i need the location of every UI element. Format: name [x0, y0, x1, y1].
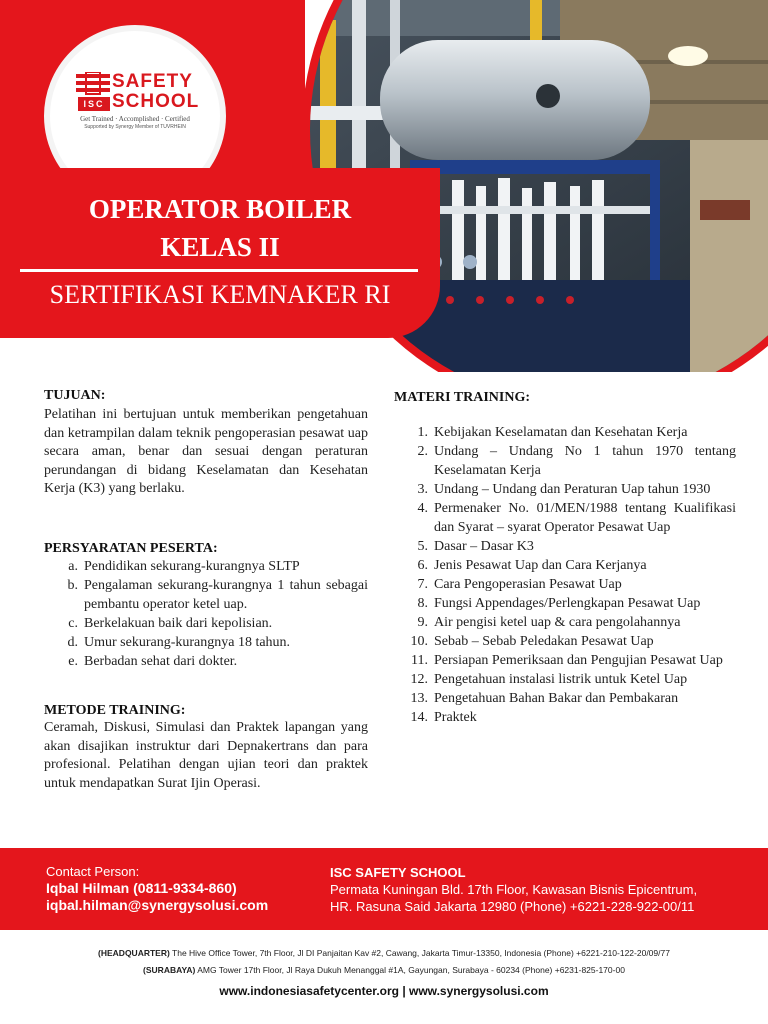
hq-label: (HEADQUARTER)	[98, 948, 170, 958]
list-item-text: Air pengisi ketel uap & cara pengolahannya	[434, 615, 681, 630]
course-title: OPERATOR BOILER	[88, 194, 352, 224]
list-marker: 3.	[417, 482, 428, 497]
surabaya-label: (SURABAYA)	[143, 965, 196, 975]
list-marker: 13.	[410, 691, 428, 706]
office-footer	[0, 930, 768, 1024]
header-banner	[0, 0, 768, 372]
list-item	[394, 632, 736, 651]
list-marker: d.	[67, 635, 78, 650]
surabaya-address	[0, 965, 768, 975]
course-class: KELAS II	[160, 232, 280, 262]
contact-email-link[interactable]: iqbal.hilman@synergysolusi.com	[46, 897, 269, 913]
list-marker: b.	[67, 578, 78, 593]
hq-text: The Hive Office Tower, 7th Floor, Jl DI Panjaitan Kav #2, Cawang, Jakarta Timur-13350, Indonesia (Phone) +6221-210-122-20/09/77	[169, 948, 670, 958]
list-item-text: Jenis Pesawat Uap dan Cara Kerjanya	[434, 558, 647, 573]
list-item-text: Pendidikan sekurang-kurangnya SLTP	[84, 559, 300, 574]
company-name: ISC SAFETY SCHOOL	[330, 865, 466, 880]
title-band	[0, 168, 440, 338]
list-item-text: Dasar – Dasar K3	[434, 539, 534, 554]
list-item-text: Fungsi Appendages/Perlengkapan Pesawat Uap	[434, 596, 701, 611]
list-item-text: Persiapan Pemeriksaan dan Pengujian Pesawat Uap	[434, 653, 723, 668]
list-item	[44, 633, 368, 652]
list-item-text: Berbadan sehat dari dokter.	[84, 654, 238, 669]
surabaya-text: AMG Tower 17th Floor, Jl Raya Dukuh Menanggal #1A, Gayungan, Surabaya - 60234 (Phone) +6231-825-170-00	[195, 965, 625, 975]
list-marker: 1.	[417, 425, 428, 440]
persyaratan-list	[44, 557, 368, 671]
logo-supported-by: Supported by Synergy Member of TUVRHEIN	[84, 124, 186, 130]
materi-list	[394, 423, 736, 727]
list-item	[44, 557, 368, 576]
contact-label: Contact Person:	[46, 864, 140, 879]
list-marker: c.	[68, 616, 78, 631]
list-marker: 14.	[410, 710, 428, 725]
list-marker: 12.	[410, 672, 428, 687]
list-item	[394, 442, 736, 480]
list-item	[394, 670, 736, 689]
tujuan-text: Pelatihan ini bertujuan untuk memberikan pengetahuan dan ketrampilan dalam teknik pengoperasian pesawat uap secara aman, benar dan sesuai dengan peraturan perundangan di bidang Keselamatan dan Kesehatan Kerja (K3) yang berlaku.	[44, 407, 368, 497]
list-item-text: Kebijakan Keselamatan dan Kesehatan Kerja	[434, 425, 688, 440]
list-item	[394, 651, 736, 670]
list-item-text: Praktek	[434, 710, 477, 725]
list-marker: 6.	[417, 558, 428, 573]
list-marker: 9.	[417, 615, 428, 630]
list-item	[394, 537, 736, 556]
list-marker: 4.	[417, 501, 428, 516]
list-item-text: Berkelakuan baik dari kepolisian.	[84, 616, 273, 631]
persyaratan-heading: PERSYARATAN PESERTA:	[44, 541, 218, 556]
list-item-text: Undang – Undang No 1 tahun 1970 tentang Keselamatan Kerja	[434, 444, 736, 478]
list-item-text: Undang – Undang dan Peraturan Uap tahun 1930	[434, 482, 711, 497]
list-marker: e.	[68, 654, 78, 669]
list-item-text: Permenaker No. 01/MEN/1988 tentang Kualifikasi dan Syarat – syarat Operator Pesawat Uap	[434, 501, 736, 535]
certification-title: SERTIFIKASI KEMNAKER RI	[49, 280, 391, 309]
list-item	[394, 689, 736, 708]
metode-heading: METODE TRAINING:	[44, 703, 186, 718]
list-item-text: Pengalaman sekurang-kurangnya 1 tahun sebagai pembantu operator ketel uap.	[84, 578, 368, 612]
list-marker: 5.	[417, 539, 428, 554]
list-item	[394, 594, 736, 613]
title-divider	[20, 269, 418, 272]
list-item-text: Umur sekurang-kurangnya 18 tahun.	[84, 635, 291, 650]
list-item-text: Cara Pengoperasian Pesawat Uap	[434, 577, 622, 592]
list-item	[394, 423, 736, 442]
hq-address	[0, 948, 768, 958]
company-address-line1: Permata Kuningan Bld. 17th Floor, Kawasan Bisnis Epicentrum,	[330, 882, 698, 897]
list-marker: 7.	[417, 577, 428, 592]
list-item	[44, 614, 368, 633]
list-item	[394, 556, 736, 575]
list-item	[394, 575, 736, 594]
list-item	[44, 576, 368, 614]
list-item	[44, 652, 368, 671]
materi-heading: MATERI TRAINING:	[394, 390, 530, 405]
list-marker: 10.	[410, 634, 428, 649]
list-item	[394, 613, 736, 632]
list-marker: a.	[68, 559, 78, 574]
logo-title-safety: SAFETY	[112, 71, 193, 92]
logo-isc-badge: ISC	[78, 97, 110, 111]
list-marker: 2.	[417, 444, 428, 459]
list-item	[394, 480, 736, 499]
list-item	[394, 499, 736, 537]
contact-name: Iqbal Hilman (0811-9334-860)	[46, 880, 237, 896]
list-item-text: Pengetahuan instalasi listrik untuk Ketel Uap	[434, 672, 688, 687]
list-item	[394, 708, 736, 727]
logo-tagline: Get Trained · Accomplished · Certified	[80, 115, 190, 123]
list-item-text: Sebab – Sebab Peledakan Pesawat Uap	[434, 634, 654, 649]
list-item-text: Pengetahuan Bahan Bakar dan Pembakaran	[434, 691, 679, 706]
tujuan-heading: TUJUAN:	[44, 388, 106, 403]
logo-title-school: SCHOOL	[112, 91, 200, 112]
contact-footer	[0, 848, 768, 930]
metode-text: Ceramah, Diskusi, Simulasi dan Praktek lapangan yang akan disajikan instruktur dari Depnakertrans dan para profesional. Pelatihan dengan ujian teori dan praktek untuk mendapatkan Surat Ijin Operasi.	[44, 720, 368, 791]
list-marker: 8.	[417, 596, 428, 611]
list-marker: 11.	[411, 653, 428, 668]
company-address-line2: HR. Rasuna Said Jakarta 12980 (Phone) +6221-228-922-00/11	[330, 899, 695, 914]
website-links[interactable]: www.indonesiasafetycenter.org | www.synergysolusi.com	[219, 984, 549, 998]
